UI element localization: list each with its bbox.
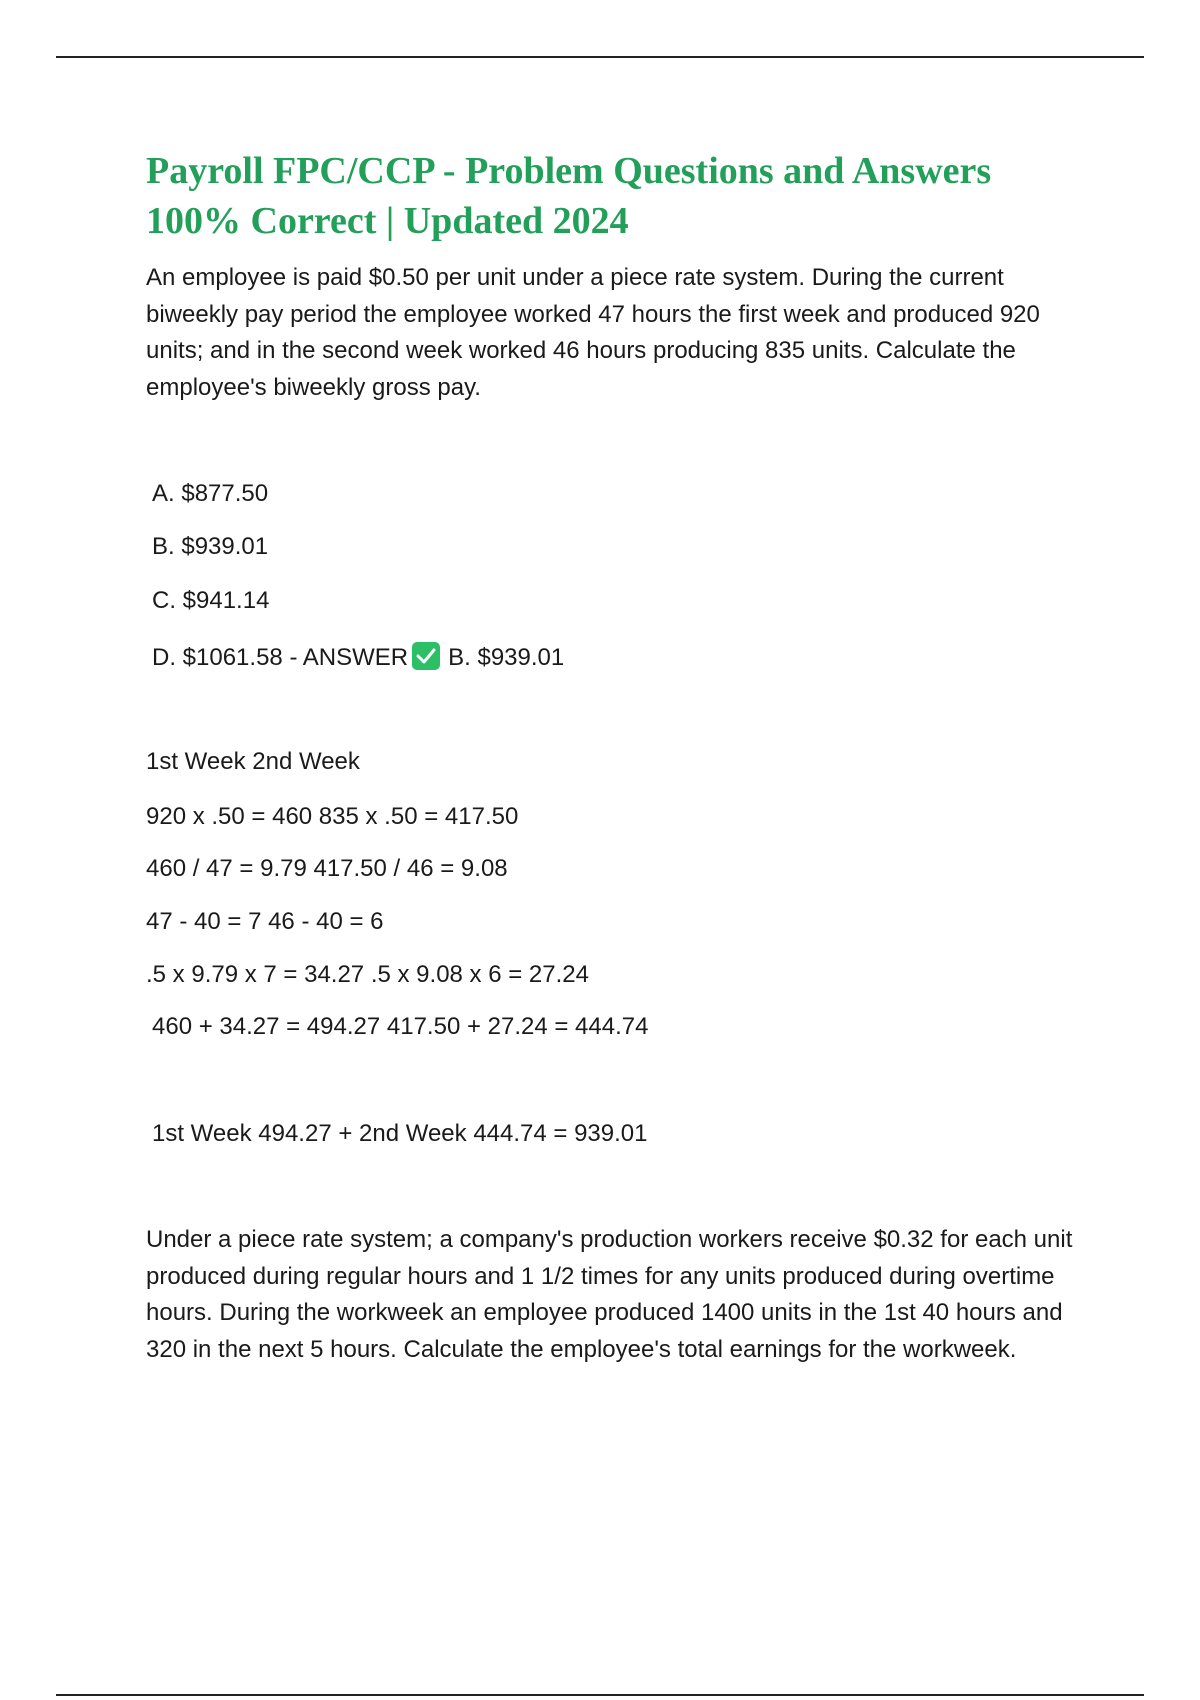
title-line-2: 100% Correct | Updated 2024: [146, 200, 629, 242]
work-header: 1st Week 2nd Week: [146, 748, 360, 775]
work-step-1: 920 x .50 = 460 835 x .50 = 417.50: [146, 803, 519, 830]
question-1-text: An employee is paid $0.50 per unit under a piece rate system. During the current biweekly pay period the employee worked 47 hours the first week and produced 920 units; and in the second week worked 46 hours producing 835 units. Calculate the employee's biweekly gross pay.: [146, 264, 1040, 401]
work-step-5: 460 + 34.27 = 494.27 417.50 + 27.24 = 444.74: [152, 1013, 649, 1040]
option-d-with-answer: [152, 642, 564, 673]
check-mark-icon: [412, 642, 440, 670]
work-step-3: 47 - 40 = 7 46 - 40 = 6: [146, 908, 384, 935]
answer-text: B. $939.01: [448, 644, 565, 671]
option-d: D. $1061.58 - ANSWER: [152, 644, 409, 671]
title-line-1: Payroll FPC/CCP - Problem Questions and Answers: [146, 150, 992, 192]
work-step-2: 460 / 47 = 9.79 417.50 / 46 = 9.08: [146, 855, 508, 882]
question-2-text: Under a piece rate system; a company's production workers receive $0.32 for each unit produced during regular hours and 1 1/2 times for any units produced during overtime hours. During the workweek an employee produced 1400 units in the 1st 40 hours and 320 in the next 5 hours. Calculate the employee's total earnings for the workweek.: [146, 1226, 1073, 1363]
bottom-divider: [56, 1694, 1144, 1696]
document-title: [146, 146, 1106, 246]
top-divider: [56, 56, 1144, 58]
work-total: 1st Week 494.27 + 2nd Week 444.74 = 939.01: [152, 1120, 648, 1147]
option-a: A. $877.50: [152, 480, 269, 507]
option-c: C. $941.14: [152, 587, 270, 614]
work-step-4: .5 x 9.79 x 7 = 34.27 .5 x 9.08 x 6 = 27.24: [146, 961, 589, 988]
option-b: B. $939.01: [152, 533, 269, 560]
